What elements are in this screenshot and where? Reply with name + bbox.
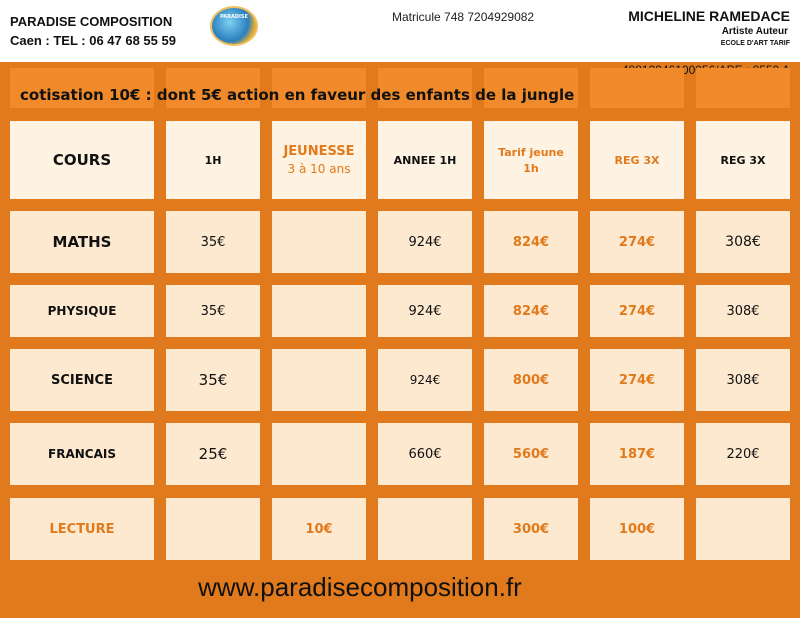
cell-1h: 35€ [166,211,260,273]
matricule: Matricule 748 7204929082 [392,10,535,24]
cell-tarif-jeune: 300€ [484,498,578,560]
artist-name: MICHELINE RAMEDACE [628,8,790,24]
cell-annee [378,498,472,560]
artist-block [628,8,790,47]
cell-jeunesse [272,423,366,485]
cell-tarif-jeune: 560€ [484,423,578,485]
logo-text: PARADISE [220,14,248,20]
website-link[interactable]: www.paradisecomposition.fr [198,572,522,602]
cell-reg3x-b: 308€ [696,211,790,273]
cell-reg3x-a: 274€ [590,285,684,337]
cell-reg3x-a: 100€ [590,498,684,560]
header-cell-1h [166,121,260,199]
cell-annee: 924€ [378,349,472,411]
header-cell-reg3x-b [696,121,790,199]
column-tab [590,68,684,108]
cell-reg3x-a: 274€ [590,349,684,411]
header-label: COURS [52,151,112,169]
cell-jeunesse [272,285,366,337]
cell-reg3x-b: 308€ [696,349,790,411]
brand-block [10,12,176,50]
cell-tarif-jeune: 800€ [484,349,578,411]
header-label: REG 3X [720,153,766,167]
header-label: JEUNESSE [283,144,355,159]
cell-1h [166,498,260,560]
header-cell-cours [10,121,154,199]
header-label: REG 3X [614,153,660,167]
brand-phone: Caen : TEL : 06 47 68 55 59 [10,33,176,48]
table-row-cours: MATHS [10,211,154,273]
table-row-cours: SCIENCE [10,349,154,411]
header-cell-annee [378,121,472,199]
cell-jeunesse [272,211,366,273]
header-label: ANNEE 1H [393,153,457,167]
brand-name: PARADISE COMPOSITION [10,14,173,29]
header-cell-reg3x-a [590,121,684,199]
cell-reg3x-b [696,498,790,560]
cell-annee: 660€ [378,423,472,485]
cell-reg3x-a: 187€ [590,423,684,485]
cell-reg3x-b: 220€ [696,423,790,485]
header-sublabel: 3 à 10 ans [287,162,351,176]
cell-tarif-jeune: 824€ [484,285,578,337]
cell-jeunesse [272,349,366,411]
table-row-cours: FRANCAIS [10,423,154,485]
header-sublabel: 1h [523,161,539,175]
header-cell-jeunesse [272,121,366,199]
artist-role: Artiste Auteur [721,26,788,37]
cell-1h: 35€ [166,349,260,411]
cotisation-notice: cotisation 10€ : dont 5€ action en faveur des enfants de la jungle [20,86,575,104]
cell-reg3x-a: 274€ [590,211,684,273]
header-cell-tarif-jeune [484,121,578,199]
paradise-logo-icon [210,6,258,46]
cell-1h: 25€ [166,423,260,485]
cell-1h: 35€ [166,285,260,337]
cell-annee: 924€ [378,211,472,273]
header-label: 1H [204,153,222,167]
table-row-cours: LECTURE [10,498,154,560]
cell-annee: 924€ [378,285,472,337]
school-label: ECOLE D'ART TARIF [720,40,790,47]
column-tab [696,68,790,108]
cell-tarif-jeune: 824€ [484,211,578,273]
cell-jeunesse: 10€ [272,498,366,560]
cell-reg3x-b: 308€ [696,285,790,337]
table-row-cours: PHYSIQUE [10,285,154,337]
header-label: Tarif jeune [498,145,564,159]
